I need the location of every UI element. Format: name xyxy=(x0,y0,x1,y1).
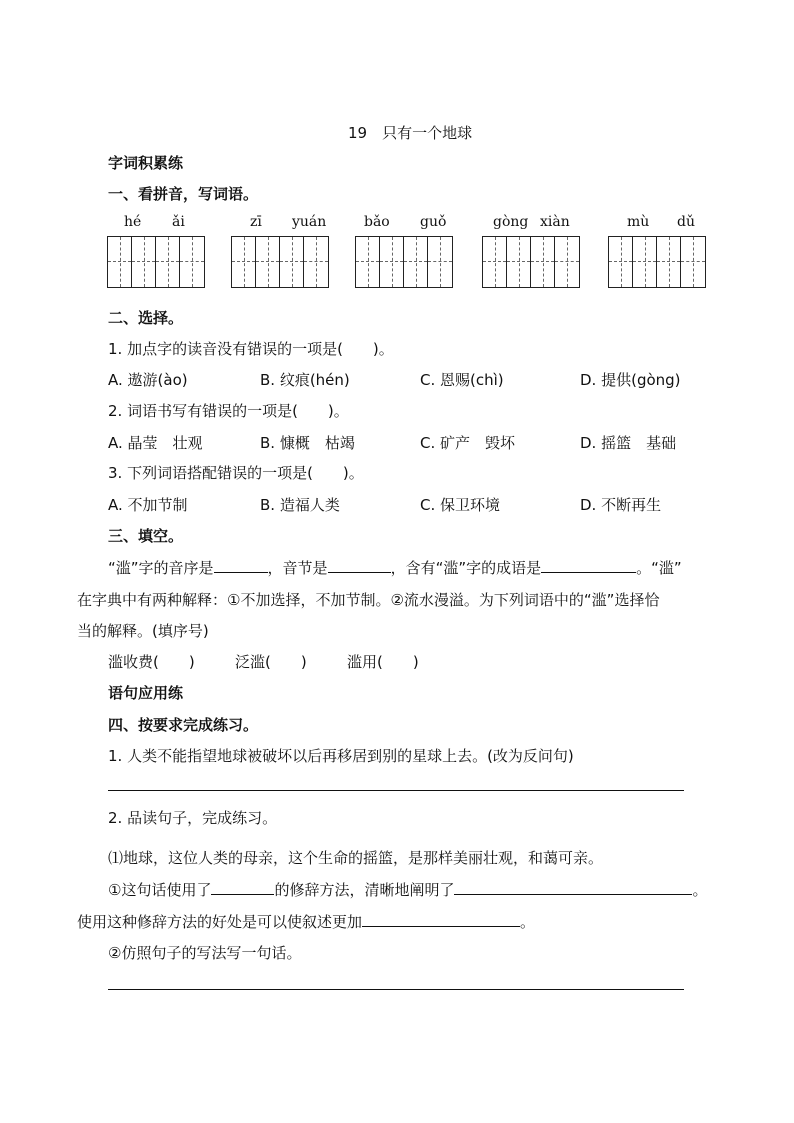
pinyin-label: xiàn xyxy=(540,214,570,230)
answer-blank[interactable] xyxy=(362,912,520,927)
writing-cell[interactable] xyxy=(256,237,280,287)
writing-cell[interactable] xyxy=(156,237,180,287)
fill-text: ，含有“滥”字的成语是 xyxy=(390,559,542,577)
choice-option-b[interactable]: B. 慷概 枯竭 xyxy=(260,434,355,452)
choice-option-c[interactable]: C. 恩赐(chì) xyxy=(420,371,504,389)
pinyin-label: gòng xyxy=(493,214,529,230)
choice-option-d[interactable]: D. 摇篮 基础 xyxy=(580,434,677,452)
fill-blank-line3: 当的解释。(填序号) xyxy=(77,622,209,640)
answer-blank[interactable] xyxy=(541,558,636,573)
writing-cell[interactable] xyxy=(280,237,304,287)
answer-line[interactable] xyxy=(108,989,684,990)
answer-line[interactable] xyxy=(108,790,684,791)
answer-blank[interactable] xyxy=(211,880,274,895)
writing-cell[interactable] xyxy=(428,237,452,287)
writing-cell[interactable] xyxy=(380,237,404,287)
section-heading-sentence: 语句应用练 xyxy=(108,684,184,702)
answer-blank[interactable] xyxy=(214,558,268,573)
writing-cell[interactable] xyxy=(356,237,380,287)
question4-item1: 1. 人类不能指望地球被破坏以后再移居到别的星球上去。(改为反问句) xyxy=(108,747,574,765)
writing-cell[interactable] xyxy=(609,237,633,287)
choice-option-c[interactable]: C. 保卫环境 xyxy=(420,496,501,514)
choice-question-stem: 3. 下列词语搭配错误的一项是( )。 xyxy=(108,464,364,482)
sub-question1-line2 xyxy=(77,911,535,932)
choice-option-a[interactable]: A. 遨游(ào) xyxy=(108,371,188,389)
fill-text: ①这句话使用了 xyxy=(108,881,212,899)
question2-heading: 二、选择。 xyxy=(108,309,184,327)
fill-text: 。“滥” xyxy=(636,559,682,577)
writing-box-group[interactable] xyxy=(107,236,205,288)
pinyin-label: dǔ xyxy=(677,214,695,230)
answer-blank[interactable] xyxy=(454,880,692,895)
question3-heading: 三、填空。 xyxy=(108,527,184,545)
word-fill-item[interactable]: 滥收费( ) xyxy=(108,653,195,671)
quoted-sentence: ⑴地球，这位人类的母亲，这个生命的摇篮，是那样美丽壮观，和蔼可亲。 xyxy=(108,849,604,867)
writing-box-group[interactable] xyxy=(608,236,706,288)
writing-cell[interactable] xyxy=(555,237,579,287)
writing-box-group[interactable] xyxy=(231,236,329,288)
writing-box-group[interactable] xyxy=(355,236,453,288)
choice-option-b[interactable]: B. 造福人类 xyxy=(260,496,340,514)
writing-cell[interactable] xyxy=(483,237,507,287)
pinyin-label: bǎo xyxy=(364,214,390,230)
answer-blank[interactable] xyxy=(328,558,391,573)
pinyin-label: yuán xyxy=(292,214,327,230)
writing-cell[interactable] xyxy=(132,237,156,287)
writing-cell[interactable] xyxy=(304,237,328,287)
writing-cell[interactable] xyxy=(507,237,531,287)
choice-question-stem: 1. 加点字的读音没有错误的一项是( )。 xyxy=(108,340,394,358)
fill-text: 。 xyxy=(520,913,536,931)
fill-blank-line1 xyxy=(108,557,682,578)
section-heading-vocabulary: 字词积累练 xyxy=(108,154,184,172)
question4-heading: 四、按要求完成练习。 xyxy=(108,716,259,734)
question1-heading: 一、看拼音，写词语。 xyxy=(108,185,259,203)
fill-text: 。 xyxy=(692,881,708,899)
fill-blank-line2: 在字典中有两种解释：①不加选择，不加节制。②流水漫溢。为下列词语中的“滥”选择恰 xyxy=(77,591,660,609)
pinyin-label: ǎi xyxy=(172,214,185,230)
fill-text: 的修辞方法，清晰地阐明了 xyxy=(274,881,455,899)
pinyin-label: guǒ xyxy=(420,214,447,230)
writing-cell[interactable] xyxy=(404,237,428,287)
word-fill-item[interactable]: 滥用( ) xyxy=(347,653,419,671)
fill-text: 使用这种修辞方法的好处是可以使叙述更加 xyxy=(77,913,363,931)
fill-text: ，音节是 xyxy=(267,559,328,577)
choice-option-d[interactable]: D. 提供(gòng) xyxy=(580,371,681,389)
writing-cell[interactable] xyxy=(681,237,705,287)
sub-question2: ②仿照句子的写法写一句话。 xyxy=(108,944,302,962)
word-fill-item[interactable]: 泛滥( ) xyxy=(235,653,307,671)
choice-question-stem: 2. 词语书写有错误的一项是( )。 xyxy=(108,402,349,420)
writing-cell[interactable] xyxy=(633,237,657,287)
sub-question1-line1 xyxy=(108,879,707,900)
choice-option-a[interactable]: A. 不加节制 xyxy=(108,496,188,514)
writing-cell[interactable] xyxy=(180,237,204,287)
writing-cell[interactable] xyxy=(531,237,555,287)
pinyin-label: zī xyxy=(250,214,262,230)
page-title: 19 只有一个地球 xyxy=(348,124,473,142)
pinyin-label: mù xyxy=(627,214,650,230)
writing-cell[interactable] xyxy=(657,237,681,287)
question4-item2: 2. 品读句子，完成练习。 xyxy=(108,809,278,827)
writing-cell[interactable] xyxy=(108,237,132,287)
pinyin-label: hé xyxy=(124,214,142,230)
writing-cell[interactable] xyxy=(232,237,256,287)
choice-option-b[interactable]: B. 纹痕(hén) xyxy=(260,371,350,389)
fill-text: “滥”字的音序是 xyxy=(108,559,214,577)
choice-option-c[interactable]: C. 矿产 毁坏 xyxy=(420,434,516,452)
writing-box-group[interactable] xyxy=(482,236,580,288)
choice-option-d[interactable]: D. 不断再生 xyxy=(580,496,662,514)
choice-option-a[interactable]: A. 晶莹 壮观 xyxy=(108,434,203,452)
